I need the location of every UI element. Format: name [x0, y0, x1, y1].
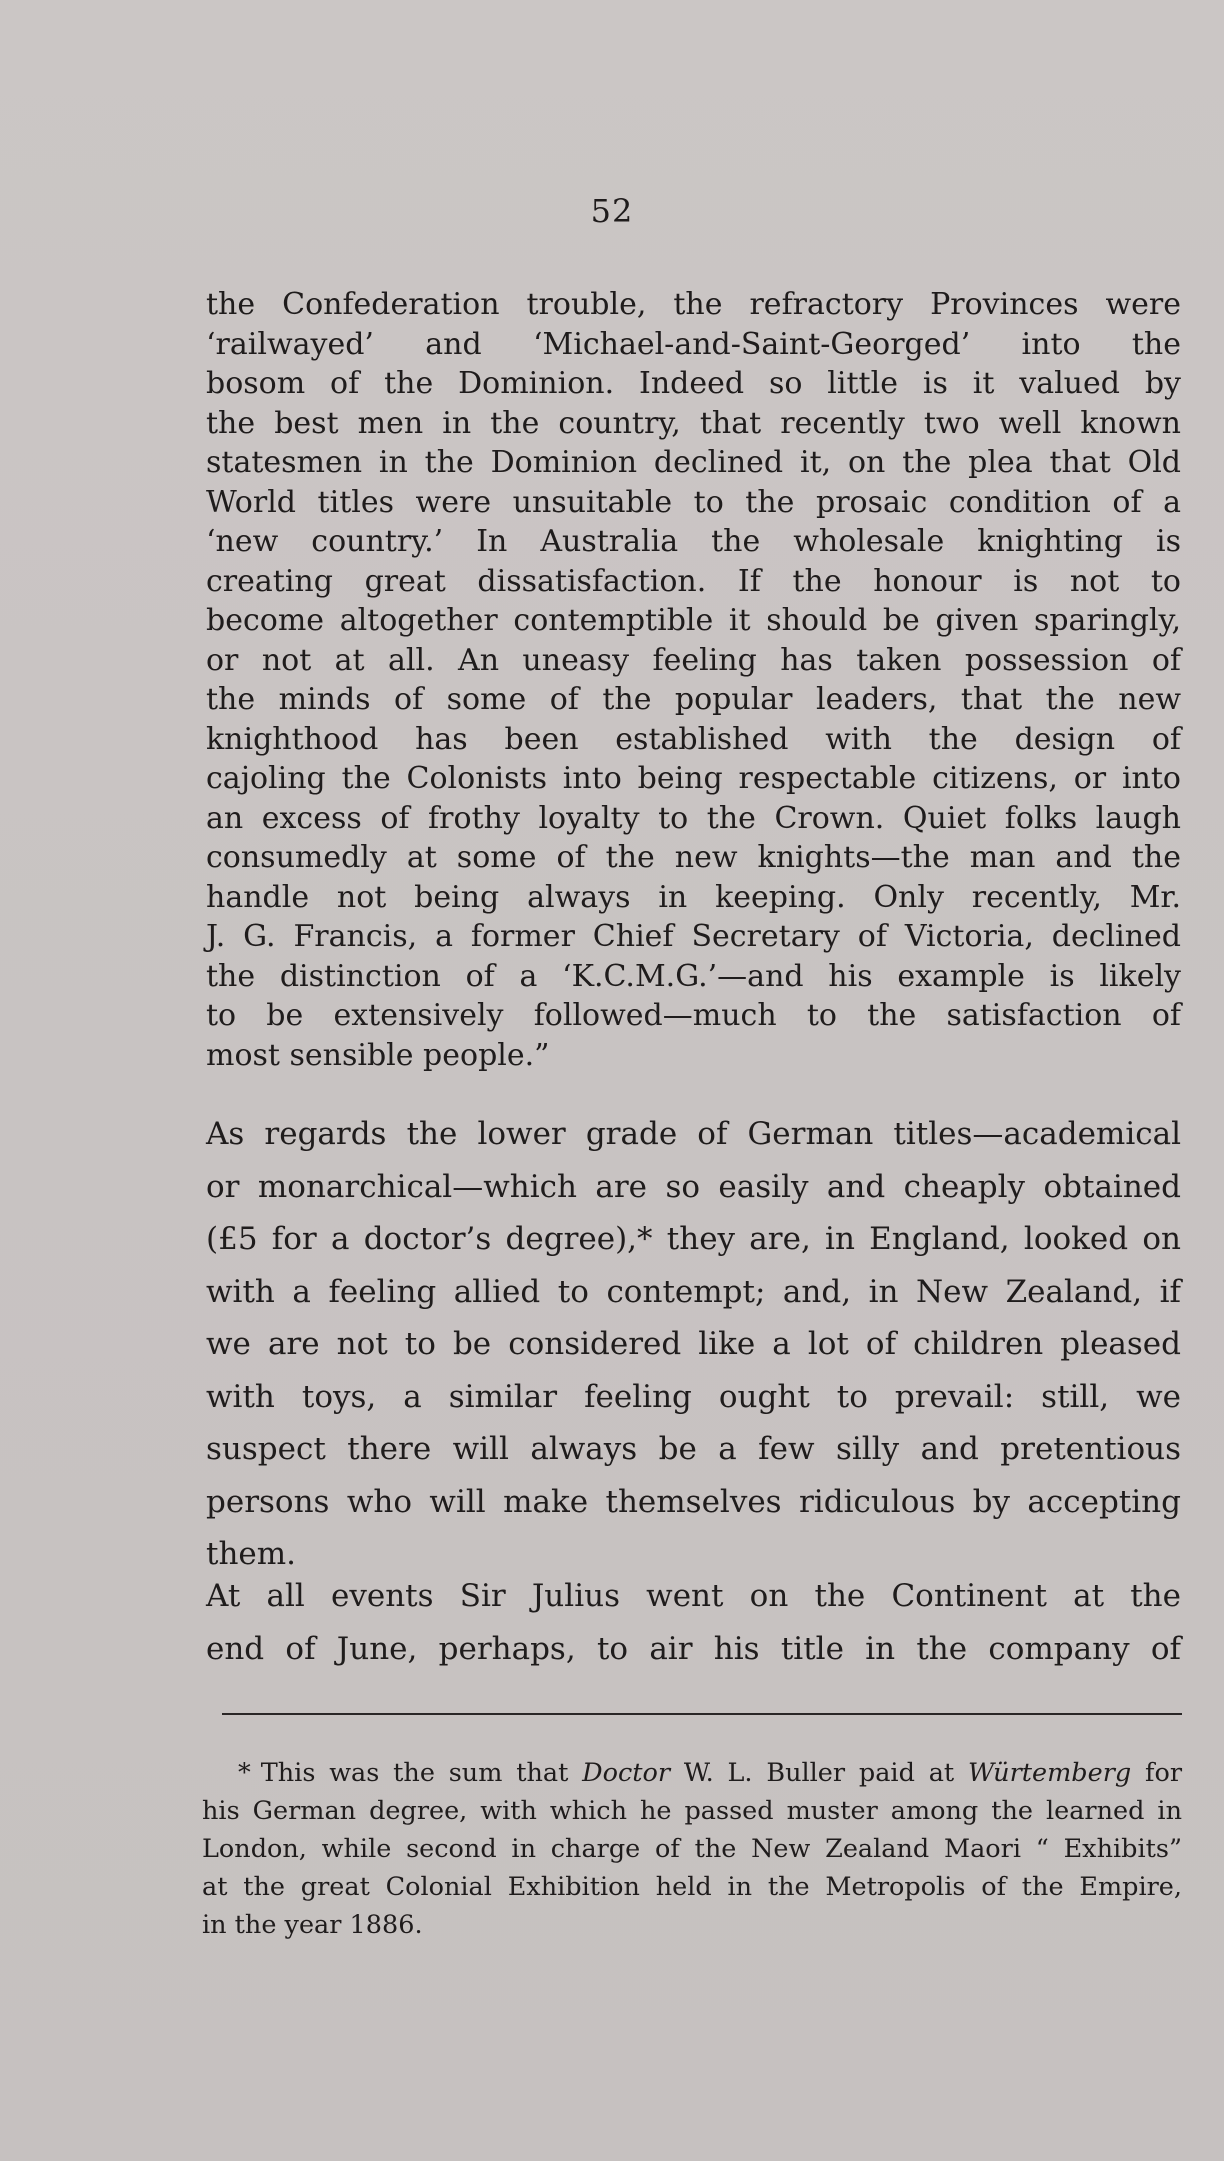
paragraph-line: persons who will make themselves ridiculous by accepting	[206, 1483, 1181, 1520]
quote-line: the minds of some of the popular leaders, that the new	[206, 682, 1181, 717]
paragraph-line: suspect there will always be a few silly and pretentious	[206, 1431, 1181, 1467]
footnote-text: for	[1145, 1758, 1183, 1788]
quote-line: consumedly at some of the new knights—the man and the	[206, 840, 1181, 875]
paragraph-sir-julius	[206, 1570, 1181, 1675]
quoted-passage	[206, 285, 1181, 1075]
quote-line: knighthood has been established with the design of	[206, 721, 1181, 757]
quote-line: J. G. Francis, a former Chief Secretary of Victoria, declined	[206, 919, 1181, 954]
footnote-line: at the great Colonial Exhibition held in the Metropolis of the Empire,	[202, 1872, 1182, 1902]
footnote-text: This was the sum that	[260, 1758, 569, 1788]
footnote-doctor-italic: Doctor	[582, 1758, 671, 1788]
quote-line: or not at all. An uneasy feeling has taken possession of	[206, 642, 1181, 678]
page-number: 52	[590, 192, 634, 230]
quote-line: ‘railwayed’ and ‘Michael-and-Saint-Georged’ into the	[206, 326, 1181, 362]
quote-line: the Confederation trouble, the refractory Provinces were	[206, 287, 1181, 322]
footnote	[202, 1754, 1182, 1944]
footnote-line: London, while second in charge of the New Zealand Maori “ Exhibits”	[202, 1834, 1182, 1864]
quote-line: handle not being always in keeping. Only recently, Mr.	[206, 879, 1181, 915]
quote-line: an excess of frothy loyalty to the Crown. Quiet folks laugh	[206, 800, 1181, 836]
quote-line: creating great dissatisfaction. If the honour is not to	[206, 563, 1181, 599]
paragraph-german-titles	[206, 1108, 1181, 1581]
footnote-divider	[222, 1713, 1182, 1715]
quote-line: ‘new country.’ In Australia the wholesale knighting is	[206, 524, 1181, 559]
footnote-line: his German degree, with which he passed muster among the learned in	[202, 1796, 1182, 1826]
quote-line: the distinction of a ‘K.C.M.G.’—and his example is likely	[206, 958, 1181, 994]
quote-line: become altogether contemptible it should be given sparingly,	[206, 603, 1181, 638]
paragraph-line: (£5 for a doctor’s degree),* they are, in England, looked on	[206, 1221, 1181, 1257]
quote-line: statesmen in the Dominion declined it, on the plea that Old	[206, 445, 1181, 480]
footnote-marker: *	[238, 1758, 251, 1788]
quote-line: World titles were unsuitable to the prosaic condition of a	[206, 484, 1181, 520]
paragraph-line: we are not to be considered like a lot of children pleased	[206, 1326, 1181, 1362]
footnote-place-italic: Würtemberg	[967, 1758, 1132, 1788]
quote-line: cajoling the Colonists into being respectable citizens, or into	[206, 761, 1181, 796]
footnote-text: W. L. Buller paid at	[683, 1758, 955, 1788]
quote-line: the best men in the country, that recently two well known	[206, 405, 1181, 441]
paragraph-line: As regards the lower grade of German titles—academical	[206, 1116, 1181, 1152]
paragraph-line: or monarchical—which are so easily and cheaply obtained	[206, 1168, 1181, 1205]
paragraph-line: with a feeling allied to contempt; and, in New Zealand, if	[206, 1273, 1181, 1310]
quote-line: to be extensively followed—much to the satisfaction of	[206, 998, 1181, 1033]
paragraph-line: end of June, perhaps, to air his title in the company of	[206, 1630, 1181, 1667]
footnote-line: in the year 1886.	[202, 1910, 423, 1940]
quote-line: most sensible people.”	[206, 1037, 550, 1073]
quote-line: bosom of the Dominion. Indeed so little is it valued by	[206, 366, 1181, 401]
paragraph-line: them.	[206, 1536, 297, 1572]
footnote-line	[202, 1754, 1182, 1792]
paragraph-line: At all events Sir Julius went on the Continent at the	[206, 1578, 1181, 1614]
paragraph-line: with toys, a similar feeling ought to prevail: still, we	[206, 1378, 1181, 1415]
